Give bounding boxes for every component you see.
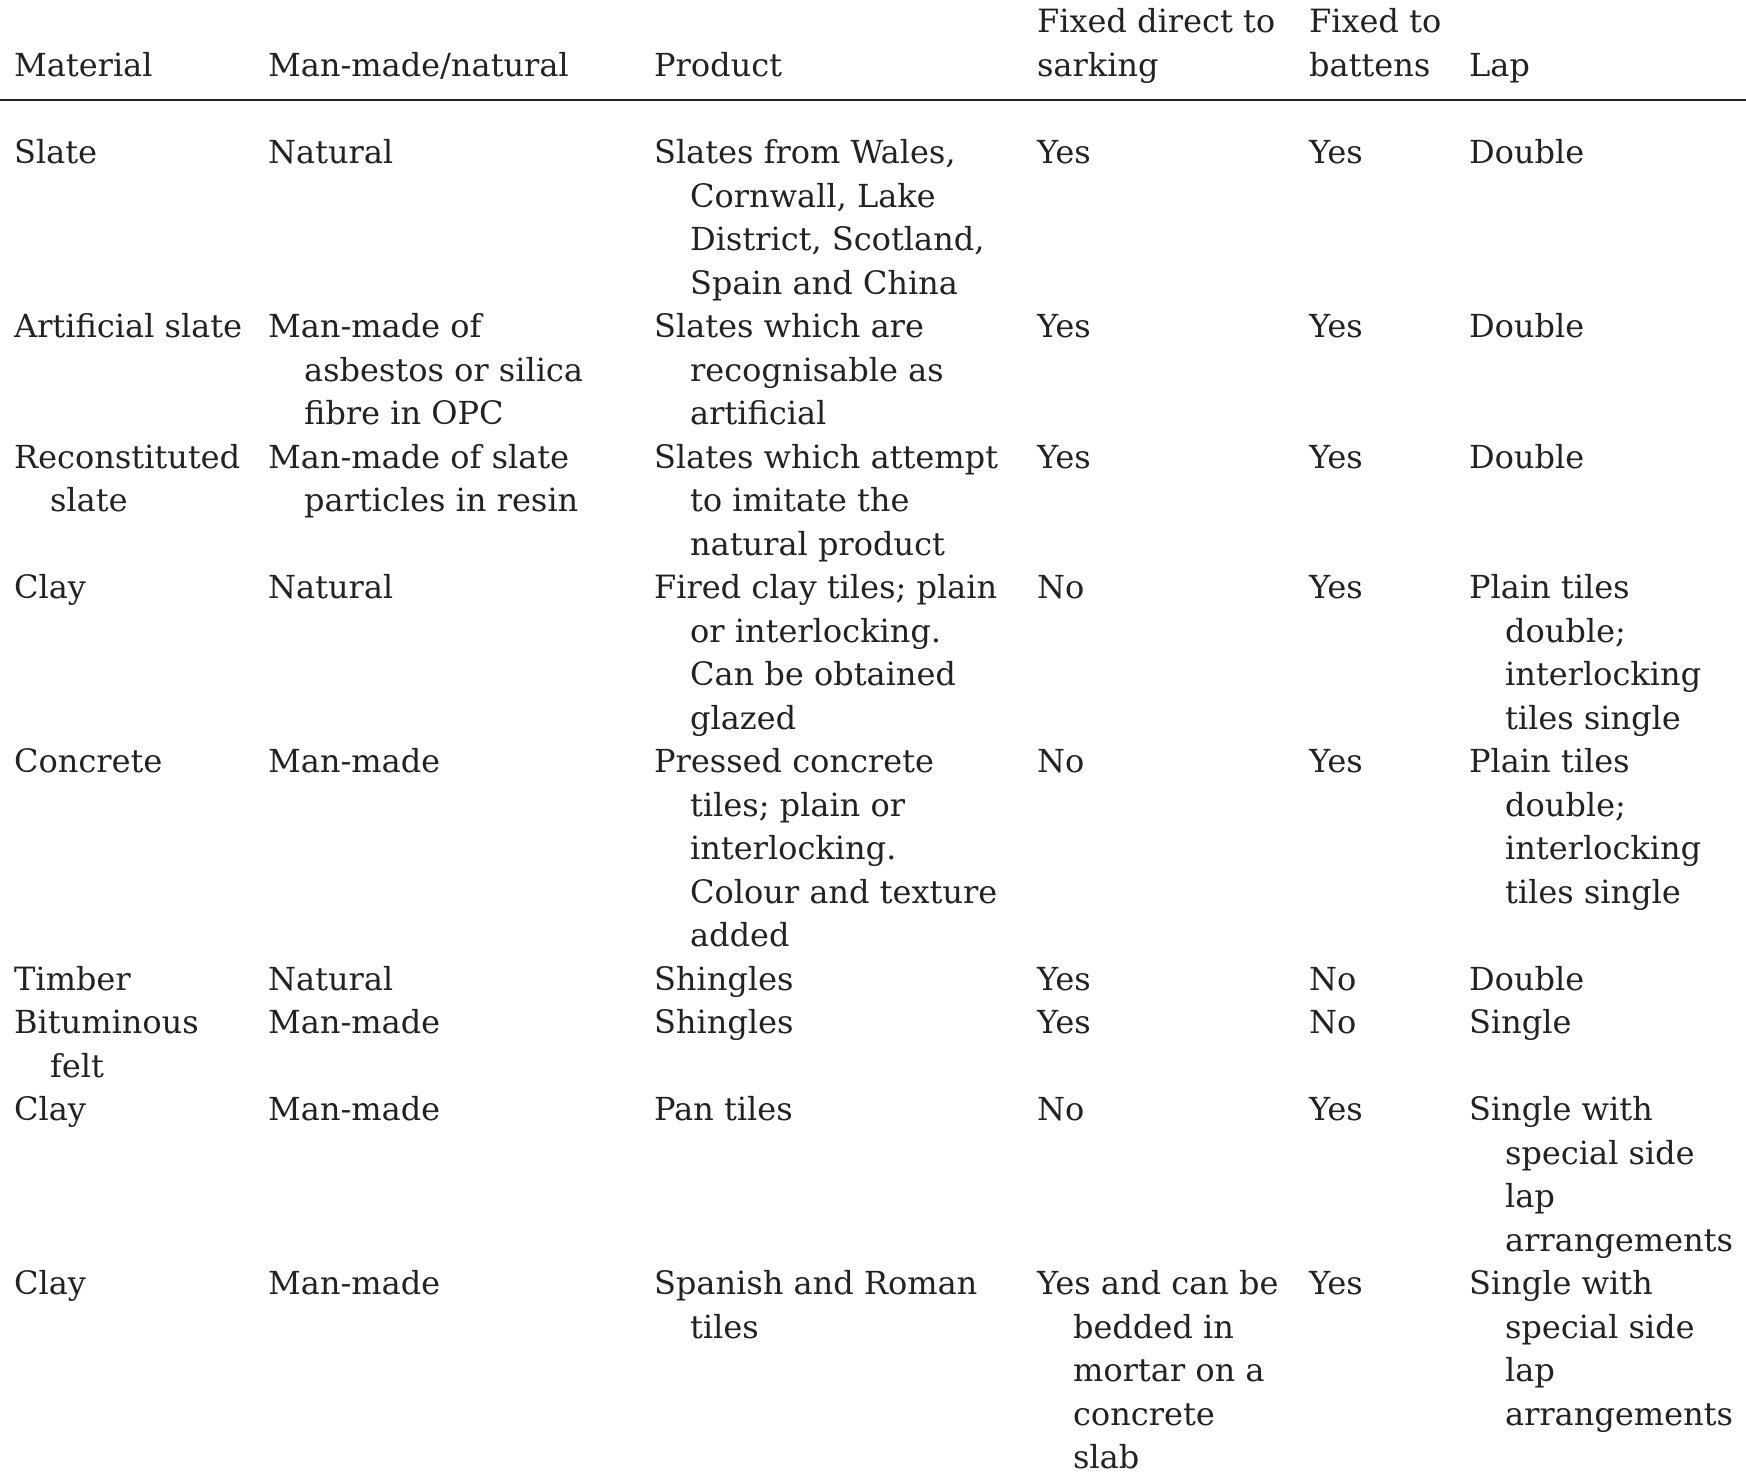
cell-product: Pan tiles <box>654 1090 793 1128</box>
cell-fixed-to-battens: No <box>1309 1003 1357 1041</box>
cell-man-made-natural: Natural <box>268 568 394 606</box>
cell-fixed-direct-to-sarking: Yes <box>1037 307 1091 345</box>
table-row <box>0 740 1746 958</box>
cell-lap: Plain tiles double; interlocking tiles single <box>1469 742 1702 911</box>
cell-lap: Single with special side lap arrangements <box>1469 1264 1733 1433</box>
cell-product: Slates which attempt to imitate the natural product <box>654 437 998 563</box>
cell-fixed-to-battens: Yes <box>1309 568 1363 606</box>
cell-lap: Double <box>1469 133 1585 171</box>
cell-fixed-direct-to-sarking: Yes <box>1037 959 1091 998</box>
header-fixed-to-battens: Fixed to battens <box>1295 0 1455 100</box>
cell-product: Fired clay tiles; plain or interlocking. Can be obtained glazed <box>654 568 998 737</box>
table-row <box>0 1088 1746 1262</box>
cell-fixed-direct-to-sarking: Yes and can be bedded in mortar on a concrete slab <box>1037 1264 1279 1476</box>
cell-lap: Single with special side lap arrangements <box>1469 1090 1733 1259</box>
cell-lap: Double <box>1469 959 1585 998</box>
cell-product: Shingles <box>654 1003 794 1041</box>
cell-material: Clay <box>14 568 86 606</box>
cell-material: Timber <box>14 959 131 998</box>
cell-fixed-direct-to-sarking: Yes <box>1037 133 1091 171</box>
cell-fixed-to-battens: Yes <box>1309 437 1363 476</box>
cell-fixed-to-battens: No <box>1309 959 1357 998</box>
cell-material: Reconstituted slate <box>14 437 241 519</box>
cell-man-made-natural: Man-made of slate particles in resin <box>268 437 579 519</box>
header-lap: Lap <box>1455 0 1746 100</box>
cell-fixed-direct-to-sarking: No <box>1037 1090 1085 1128</box>
cell-lap: Plain tiles double; interlocking tiles single <box>1469 568 1702 737</box>
cell-fixed-direct-to-sarking: No <box>1037 742 1085 780</box>
header-man-made-natural: Man-made/natural <box>254 0 640 100</box>
header-product: Product <box>640 0 1023 100</box>
table-row <box>0 566 1746 740</box>
cell-man-made-natural: Man-made <box>268 1090 441 1128</box>
cell-lap: Single <box>1469 1003 1572 1041</box>
table-row <box>0 1001 1746 1088</box>
cell-man-made-natural: Natural <box>268 133 394 171</box>
cell-product: Slates which are recognisable as artificial <box>654 307 944 432</box>
cell-man-made-natural: Man-made <box>268 742 441 780</box>
cell-product: Spanish and Roman tiles <box>654 1264 978 1346</box>
cell-fixed-to-battens: Yes <box>1309 307 1363 345</box>
header-material: Material <box>0 0 254 100</box>
cell-lap: Double <box>1469 307 1585 345</box>
table-row <box>0 958 1746 1002</box>
cell-product: Slates from Wales, Cornwall, Lake District, Scotland, Spain and China <box>654 133 985 302</box>
cell-material: Artificial slate <box>14 307 243 345</box>
header-row <box>0 0 1746 100</box>
cell-man-made-natural: Man-made of asbestos or silica fibre in OPC <box>268 307 583 432</box>
cell-fixed-direct-to-sarking: Yes <box>1037 1003 1091 1041</box>
table-body <box>0 100 1746 1480</box>
cell-material: Clay <box>14 1264 86 1302</box>
cell-product: Shingles <box>654 959 794 998</box>
cell-man-made-natural: Natural <box>268 959 394 998</box>
cell-man-made-natural: Man-made <box>268 1264 441 1302</box>
cell-lap: Double <box>1469 437 1585 476</box>
table-row <box>0 305 1746 436</box>
cell-fixed-to-battens: Yes <box>1309 742 1363 780</box>
cell-fixed-to-battens: Yes <box>1309 1264 1363 1302</box>
cell-man-made-natural: Man-made <box>268 1003 441 1041</box>
table-header <box>0 0 1746 100</box>
cell-fixed-to-battens: Yes <box>1309 1090 1363 1128</box>
table-row <box>0 1262 1746 1480</box>
cell-fixed-direct-to-sarking: Yes <box>1037 437 1091 476</box>
header-fixed-direct-to-sarking: Fixed direct to sarking <box>1023 0 1295 100</box>
cell-product: Pressed concrete tiles; plain or interlocking. Colour and texture added <box>654 742 998 954</box>
cell-fixed-to-battens: Yes <box>1309 133 1363 171</box>
cell-material: Bituminous felt <box>14 1003 199 1085</box>
table-row <box>0 100 1746 305</box>
cell-fixed-direct-to-sarking: No <box>1037 568 1085 606</box>
cell-material: Clay <box>14 1090 86 1128</box>
table-row <box>0 436 1746 567</box>
cell-material: Concrete <box>14 742 163 780</box>
cell-material: Slate <box>14 133 98 171</box>
